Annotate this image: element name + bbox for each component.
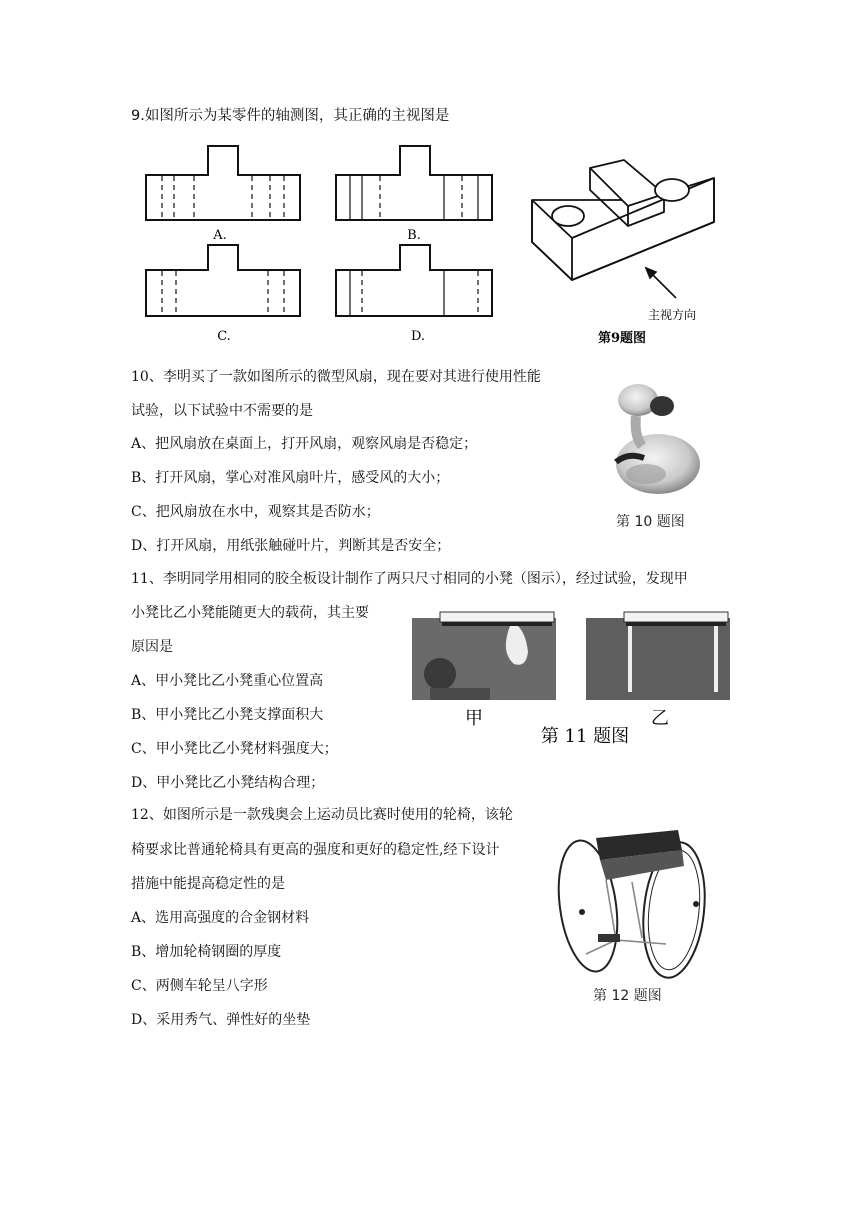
question-10-text-line2: 试验，以下试验中不需要的是 [131, 403, 313, 419]
q9-option-views-figure [128, 138, 518, 348]
question-11-option-a: A、甲小凳比乙小凳重心位置高 [131, 673, 324, 689]
q11-stools-photo [410, 604, 732, 747]
view-a-hidden-lines [162, 176, 284, 219]
view-direction-label: 主视方向 [648, 308, 697, 322]
stool-yi-photo [586, 618, 730, 700]
view-c-hidden-lines [162, 271, 284, 315]
question-12-option-c: C、两侧车轮呈八字形 [131, 978, 268, 994]
question-12-option-b: B、增加轮椅钢圈的厚度 [131, 944, 282, 960]
figure-12-caption: 第 12 题图 [593, 988, 662, 1004]
question-9-text: 9.如图所示为某零件的轴测图，其正确的主视图是 [131, 108, 450, 124]
figure-10-caption: 第 10 题图 [616, 514, 685, 530]
question-11-option-d: D、甲小凳比乙小凳结构合理； [131, 775, 325, 791]
option-c-label: C. [217, 329, 231, 344]
question-11-option-c: C、甲小凳比乙小凳材料强度大； [131, 741, 338, 757]
view-direction-arrow [646, 268, 676, 298]
view-d-lines [350, 271, 478, 315]
question-12-option-a: A、选用高强度的合金钢材料 [131, 910, 310, 926]
view-c-outline [146, 245, 300, 316]
view-a-outline [146, 146, 300, 220]
question-12-text-line1: 12、如图所示是一款残奥会上运动员比赛时使用的轮椅，该轮 [131, 807, 513, 823]
stool-yi-label: 乙 [651, 708, 669, 729]
question-12-option-d: D、采用秀气、弹性好的坐垫 [131, 1012, 311, 1028]
q12-wheelchair-photo [546, 820, 716, 980]
q10-mini-fan-photo [598, 376, 708, 496]
question-11-text-line2: 小凳比乙小凳能随更大的载荷，其主要 [131, 605, 369, 621]
option-a-label: A. [213, 228, 227, 243]
view-d-outline [336, 245, 492, 316]
figure-11-caption: 第 11 题图 [540, 726, 630, 747]
figure-9-caption: 第9题图 [598, 331, 647, 346]
view-b-outline [336, 146, 492, 220]
stool-jia-label: 甲 [465, 708, 483, 729]
option-b-label: B. [407, 228, 421, 243]
view-b-lines [350, 176, 478, 219]
q9-isometric-part-figure [524, 160, 724, 350]
question-12-text-line2: 椅要求比普通轮椅具有更高的强度和更好的稳定性,经下设计 [131, 842, 500, 858]
question-10-text-line1: 10、李明买了一款如图所示的微型风扇，现在要对其进行使用性能 [131, 369, 541, 385]
question-11-text-line3: 原因是 [131, 639, 173, 655]
question-10-option-d: D、打开风扇，用纸张触碰叶片，判断其是否安全； [131, 538, 451, 554]
question-11-option-b: B、甲小凳比乙小凳支撑面积大 [131, 707, 324, 723]
question-11-text-line1: 11、李明同学用相同的胶全板设计制作了两只尺寸相同的小凳（图示），经过试验，发现甲 [131, 571, 688, 587]
option-d-label: D. [410, 329, 426, 344]
question-10-option-a: A、把风扇放在桌面上，打开风扇，观察风扇是否稳定； [131, 436, 478, 452]
question-10-option-c: C、把风扇放在水中，观察其是否防水； [131, 504, 380, 520]
question-10-option-b: B、打开风扇，掌心对准风扇叶片，感受风的大小； [131, 470, 450, 486]
question-12-text-line3: 措施中能提高稳定性的是 [131, 876, 285, 892]
